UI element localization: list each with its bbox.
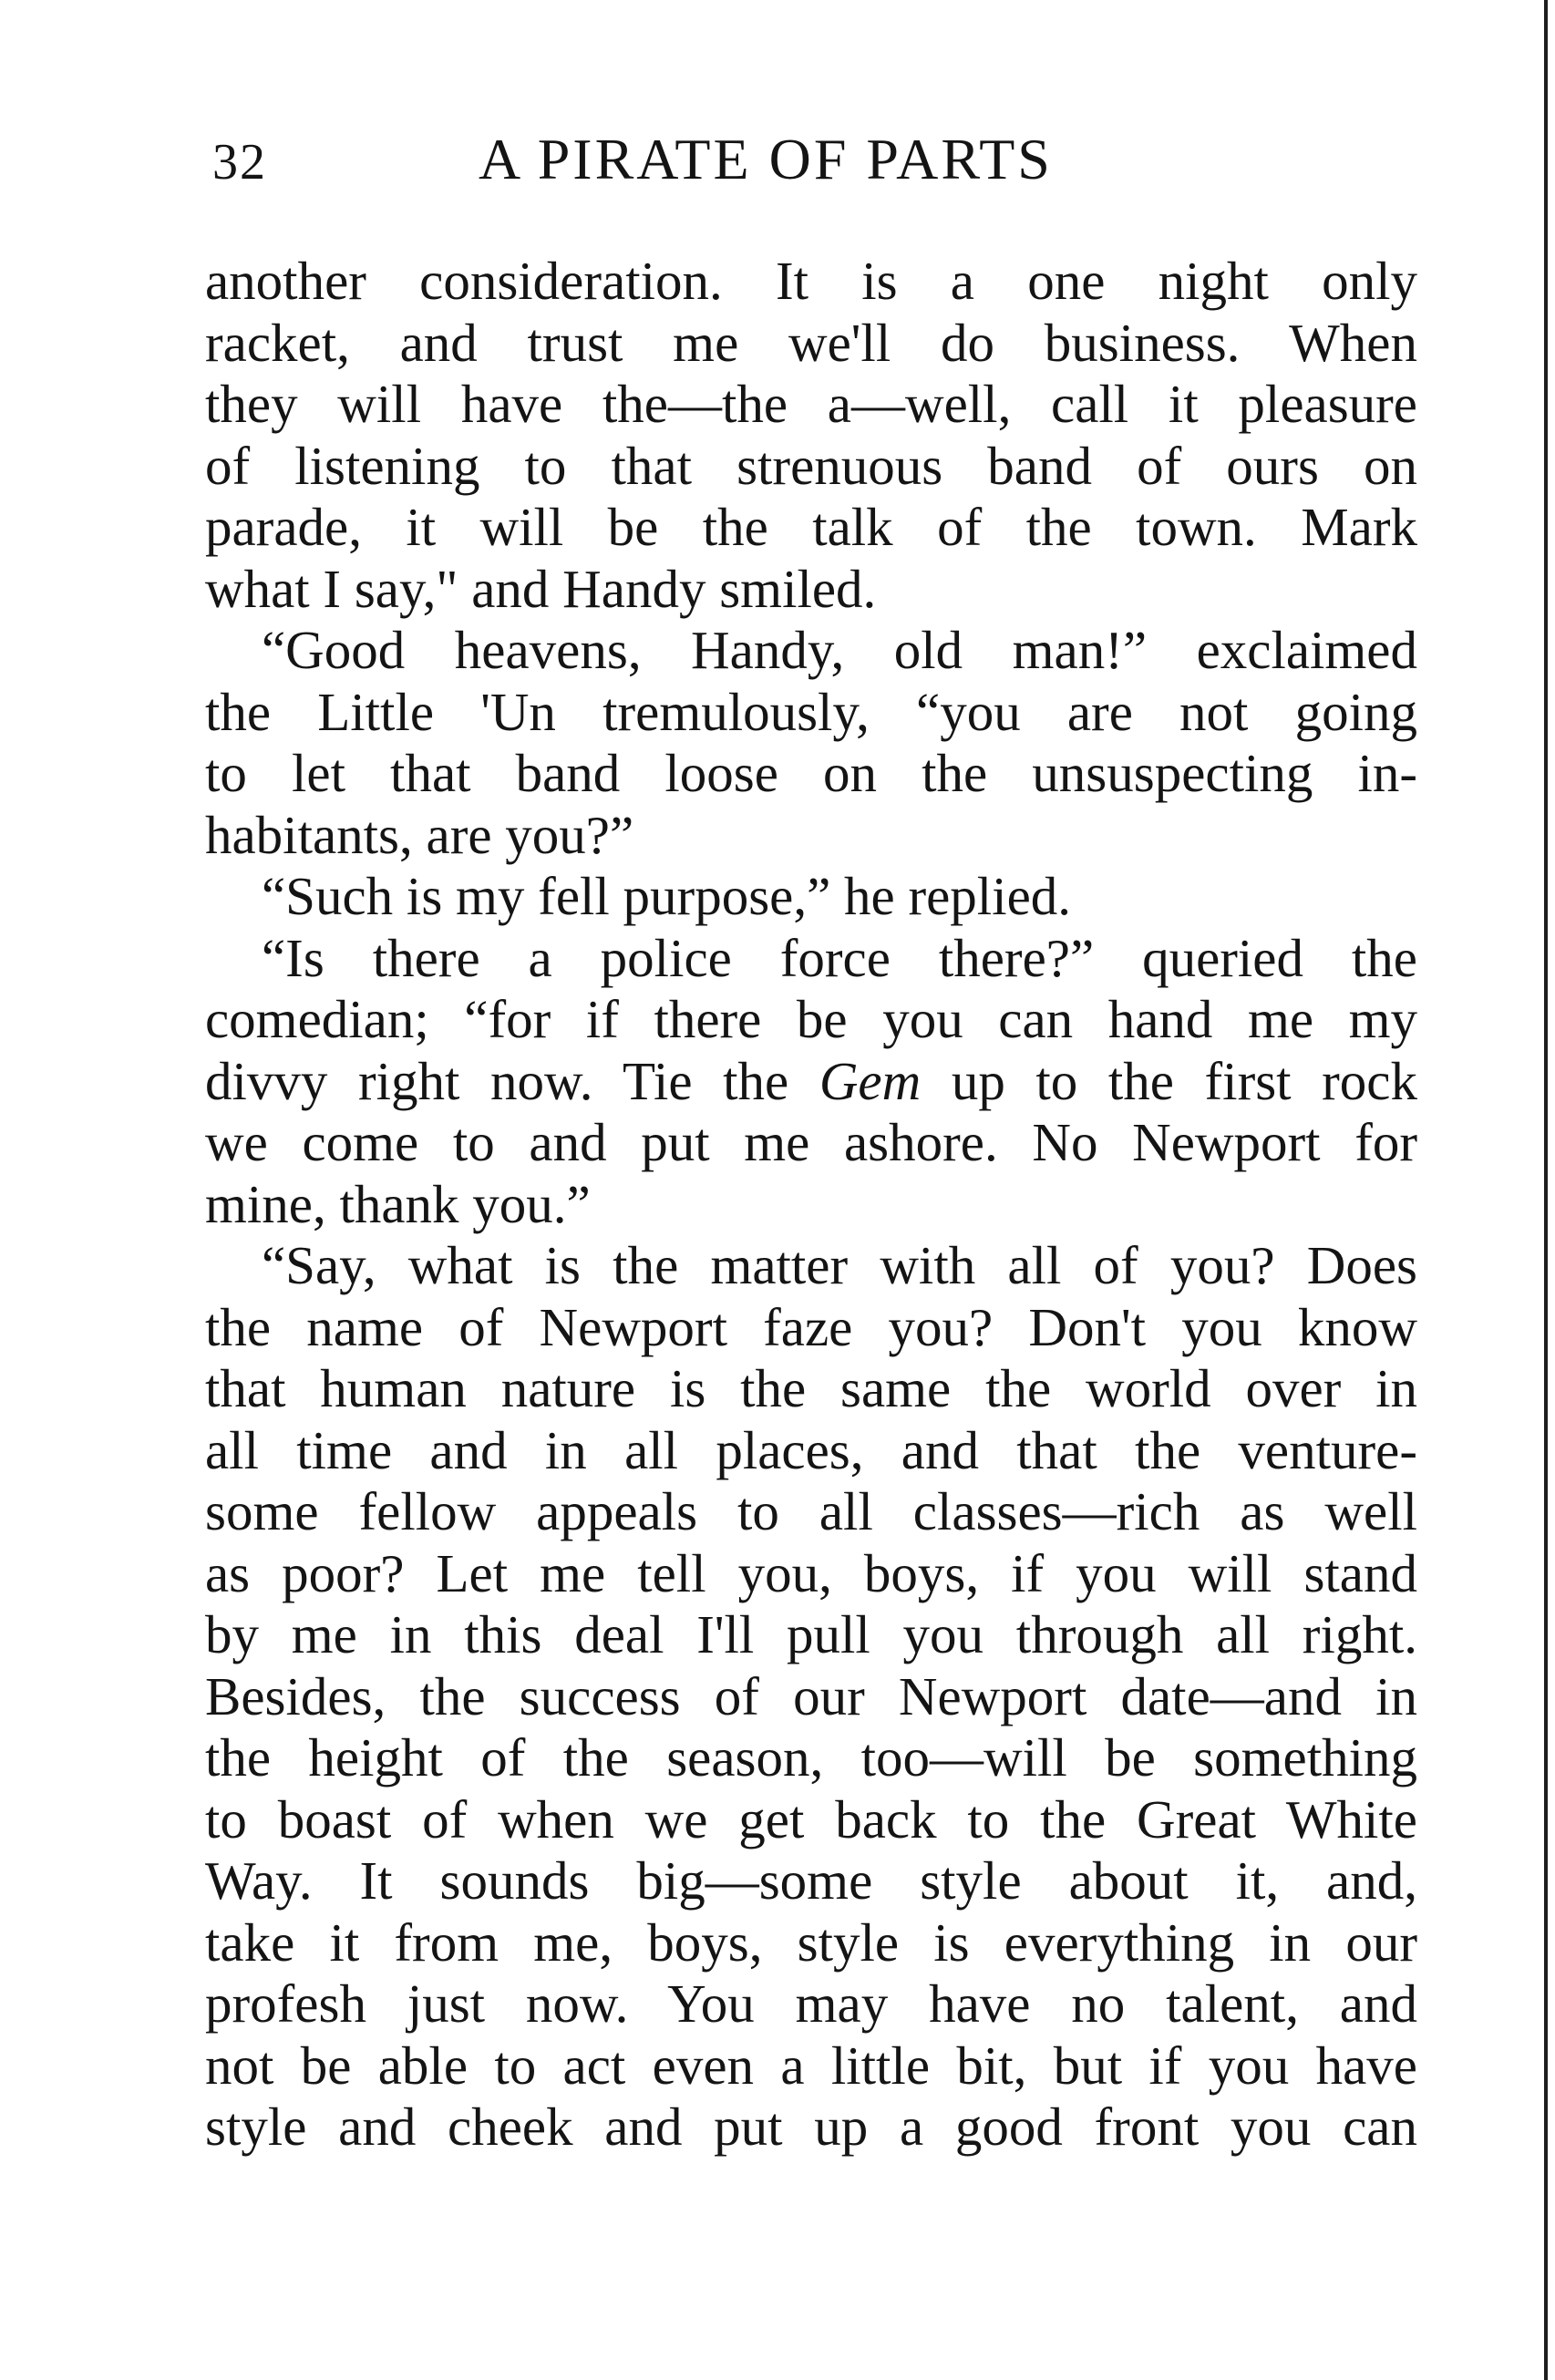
text-line: “Such is my fell purpose,” he replied.	[262, 866, 1072, 926]
text-line: not be able to act even a little bit, but if you have	[205, 2035, 1417, 2096]
text-line: all time and in all places, and that the venture-	[205, 1419, 1417, 1480]
text-line: we come to and put me ashore. No Newport for	[205, 1112, 1417, 1172]
italic-boat-name: Gem	[819, 1050, 922, 1111]
text-line: take it from me, boys, style is everything in our	[205, 1911, 1417, 1973]
text-line: comedian; “for if there be you can hand me my	[205, 989, 1417, 1049]
text-line: to boast of when we get back to the Great White	[205, 1788, 1417, 1849]
text-line: “Say, what is the matter with all of you? Does	[262, 1235, 1417, 1295]
text-line: Way. It sounds big—some style about it, and,	[205, 1850, 1417, 1911]
text-line: the Little 'Un tremulously, “you are not going	[205, 681, 1417, 742]
text-line: that human nature is the same the world over in	[205, 1358, 1417, 1418]
text-line: of listening to that strenuous band of ours on	[205, 435, 1417, 496]
text-line: the name of Newport faze you? Don't you know	[205, 1296, 1417, 1357]
book-title: A PIRATE OF PARTS	[479, 127, 1053, 191]
page-edge-rule	[1544, 0, 1548, 2380]
page-number: 32	[212, 134, 267, 191]
text-line: another consideration. It is a one night only	[205, 251, 1417, 311]
body-text	[205, 251, 1417, 2158]
text-line: what I say," and Handy smiled.	[205, 558, 877, 619]
text-line: style and cheek and put up a good front you can	[205, 2097, 1417, 2157]
text-line: “Is there a police force there?” queried the	[262, 927, 1417, 988]
text-line: by me in this deal I'll pull you through all right.	[205, 1604, 1417, 1664]
text-line: to let that band loose on the unsuspecting in-	[205, 743, 1417, 803]
text-line: Besides, the success of our Newport date—and in	[205, 1665, 1417, 1726]
text-line: divvy right now. Tie the Gem up to the first rock	[205, 1050, 1417, 1111]
text-line: habitants, are you?”	[205, 804, 634, 865]
text-line: some fellow appeals to all classes—rich as well	[205, 1481, 1417, 1541]
text-line: “Good heavens, Handy, old man!” exclaimed	[262, 620, 1417, 680]
text-line: racket, and trust me we'll do business. When	[205, 312, 1417, 373]
text-line: parade, it will be the talk of the town. Mark	[205, 497, 1417, 557]
text-line: the height of the season, too—will be something	[205, 1727, 1417, 1788]
text-line: as poor? Let me tell you, boys, if you will stand	[205, 1542, 1417, 1603]
text-line: profesh just now. You may have no talent, and	[205, 1973, 1417, 2034]
text-line: mine, thank you.”	[205, 1173, 591, 1234]
running-head	[205, 126, 1417, 199]
text-line: they will have the—the a—well, call it pleasure	[205, 374, 1417, 434]
